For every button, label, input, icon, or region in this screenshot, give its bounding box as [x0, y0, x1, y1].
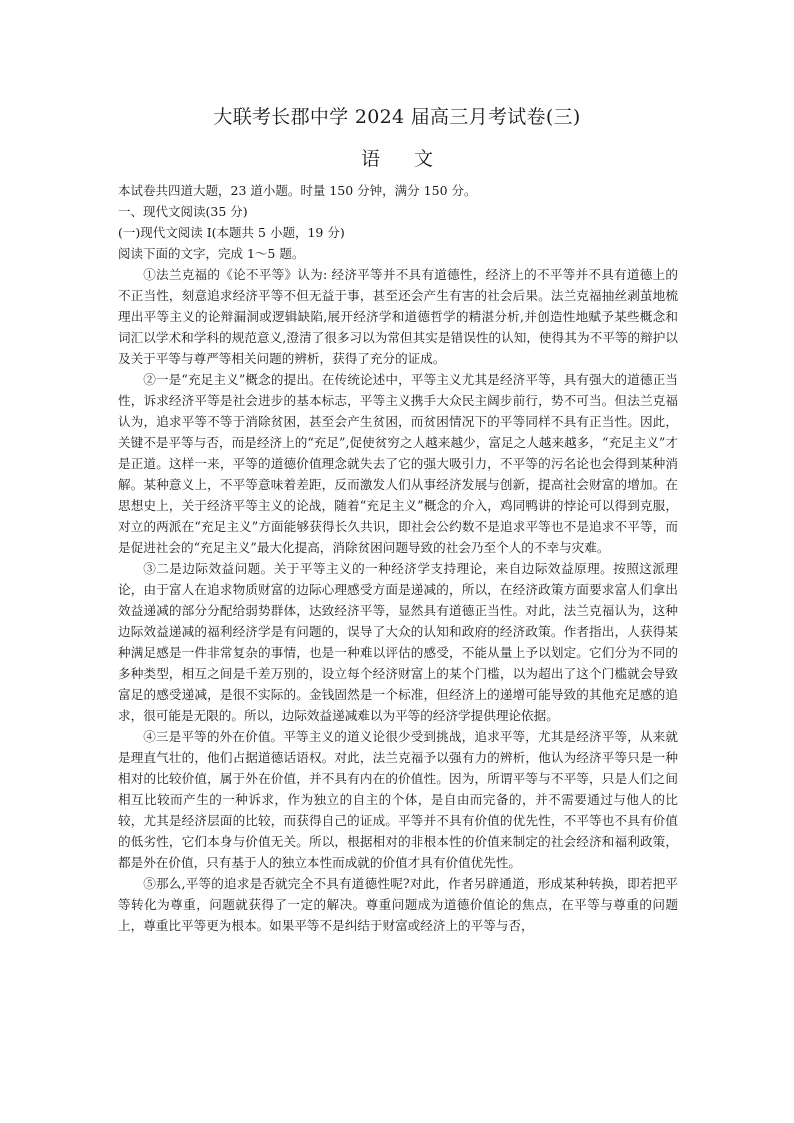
paragraph-2: ②一是“充足主义”概念的提出。在传统论述中，平等主义尤其是经济平等，具有强大的道德正当性，诉求经济平等是社会进步的基本标志，平等主义携手大众民主阔步前行，势不可当。但法兰克福认为，追求平等不等于消除贫困，甚至会产生贫困，而贫困情况下的平等同样不具有正当性。因此，关键不是平等与否，而是经济上的“充足”,促使贫穷之人越来越少，富足之人越来越多，“充足主义”才是正道。这样一来，平等的道德价值理念就失去了它的强大吸引力，不平等的污名论也会得到某种消解。某种意义上，不平等意味着差距，反而激发人们从事经济发展与创新，提高社会财富的增加。在思想史上，关于经济平等主义的论战，随着“充足主义”概念的介入，鸡同鸭讲的悖论可以得到克服，对立的两派在“充足主义”方面能够获得长久共识，即社会公约数不是追求平等也不是追求不平等，而是促进社会的“充足主义”最大化提高，消除贫困问题导致的社会乃至个人的不幸与灾难。: [118, 372, 678, 555]
section-heading: 一、现代文阅读(35 分): [118, 204, 248, 219]
exam-body: [118, 180, 678, 936]
paragraph-4: ④三是平等的外在价值。平等主义的道义论很少受到挑战，追求平等，尤其是经济平等，从来就是理直气壮的，他们占据道德话语权。对此，法兰克福予以强有力的辨析，他认为经济平等只是一种相对的比较价值，属于外在价值，并不具有内在的价值性。因为，所谓平等与不平等，只是人们之间相互比较而产生的一种诉求，作为独立的自主的个体，是自由而完备的，并不需要通过与他人的比较，尤其是经济层面的比较，而获得自己的证成。平等并不具有价值的优先性，不平等也不具有价值的低劣性，它们本身与价值无关。所以，根据相对的非根本性的价值来制定的社会经济和福利政策，都是外在价值，只有基于人的独立本性而成就的价值才具有价值优先性。: [118, 729, 678, 870]
paragraph-5: ⑤那么,平等的追求是否就完全不具有道德性呢?对此，作者另辟通道，形成某种转换，即若把平等转化为尊重，问题就获得了一定的解决。尊重问题成为道德价值论的焦点，在平等与尊重的问题上，尊重比平等更为根本。如果平等不是纠结于财富或经济上的平等与否，: [118, 876, 678, 933]
exam-title: 大联考长郡中学 2024 届高三月考试卷(三): [213, 106, 581, 128]
paragraph-3: ③二是边际效益问题。关于平等主义的一种经济学支持理论，来自边际效益原理。按照这派理论，由于富人在追求物质财富的边际心理感受方面是递减的，所以，在经济政策方面要求富人们拿出效益递减的部分分配给弱势群体，达致经济平等，显然具有道德正当性。对此，法兰克福认为，这种边际效益递减的福利经济学是有问题的，误导了大众的认知和政府的经济政策。作者指出，人获得某种满足感是一件非常复杂的事情，也是一种难以评估的感受，不能从量上予以划定。它们分为不同的多种类型，相互之间是千差万别的，设立每个经济财富上的某个门槛，以为超出了这个门槛就会导致富足的感受递减，是很不实际的。金钱固然是一个标准，但经济上的递增可能导致的其他充足感的追求，很可能是无限的。所以，边际效益递减难以为平等的经济学提供理论依据。: [118, 561, 678, 723]
exam-info-line: 本试卷共四道大题，23 道小题。时量 150 分钟，满分 150 分。: [118, 183, 477, 198]
subject-char-1: 语: [360, 148, 380, 170]
subject-char-2: 文: [414, 148, 434, 170]
subject-heading: [0, 146, 794, 172]
paragraph-1: ①法兰克福的《论不平等》认为: 经济平等并不具有道德性，经济上的不平等并不具有道德上的不正当性，刻意追求经济平等不但无益于事，甚至还会产生有害的社会后果。法兰克福抽丝剥茧地梳理出平等主义的论辩漏洞或逻辑缺陷,展开经济学和道德哲学的精湛分析,并创造性地赋予某些概念和词汇以学术和学科的规范意义,澄清了很多习以为常但其实是错误性的认知，使得其为不平等的辩护以及关于平等与尊严等相关问题的辨析，获得了充分的证成。: [118, 267, 678, 366]
reading-instruction: 阅读下面的文字，完成 1～5 题。: [118, 246, 305, 261]
subsection-heading: (一)现代文阅读 Ⅰ(本题共 5 小题，19 分): [118, 225, 345, 240]
